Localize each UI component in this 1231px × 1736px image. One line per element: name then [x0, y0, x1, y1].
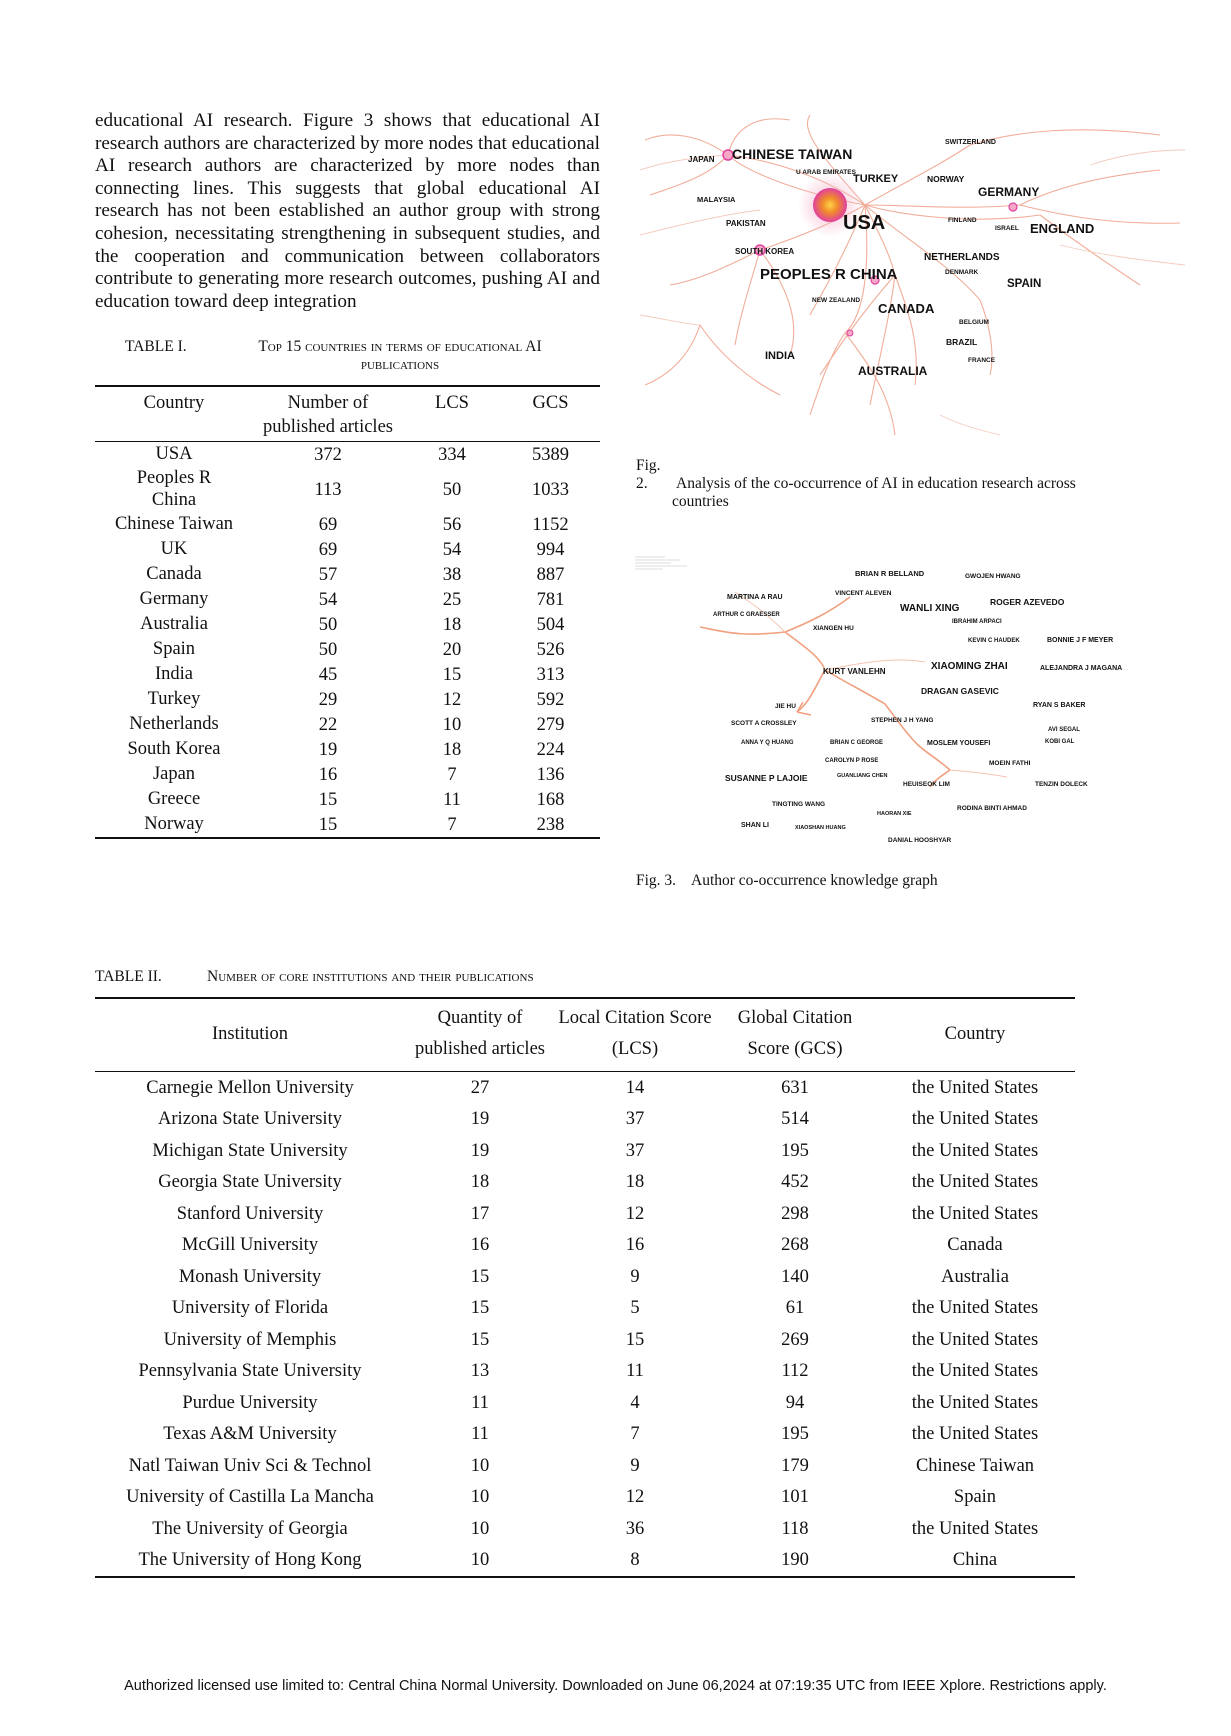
table1-row: [95, 467, 600, 512]
figure2-label-england: ENGLAND: [1030, 221, 1095, 236]
table2-cell: 101: [781, 1487, 809, 1508]
table2-row: [95, 1104, 1075, 1136]
table1-cell: 5389: [532, 444, 569, 465]
table1-cell: Chinese Taiwan: [114, 514, 234, 534]
table2-header-row: [95, 998, 1075, 1072]
figure2-label-norway: NORWAY: [927, 174, 965, 184]
table1-row: [95, 587, 600, 612]
table2-cell: 140: [781, 1266, 809, 1287]
figure3-label-alejandra-j-magana: ALEJANDRA J MAGANA: [1040, 665, 1123, 672]
table2-cell: 268: [781, 1235, 809, 1256]
figure3-label-scott-a-crossley: SCOTT A CROSSLEY: [731, 720, 797, 727]
table2-cell: 14: [625, 1077, 645, 1098]
table2-cell: the United States: [911, 1424, 1039, 1445]
table2-cell: 4: [630, 1392, 640, 1413]
figure3-label-kobi-gal: KOBI GAL: [1045, 739, 1075, 745]
table1-cell: South Korea: [127, 739, 221, 759]
figure3-label-arthur-c-graesser: ARTHUR C GRAESSER: [713, 612, 780, 618]
table2-cell: 269: [781, 1329, 809, 1350]
table1-cell: 18: [442, 614, 462, 635]
table1-row: [95, 512, 600, 537]
table2-cell: 16: [470, 1235, 490, 1256]
figure2-label-australia: AUSTRALIA: [858, 364, 928, 378]
figure3-caption: [636, 872, 1146, 890]
table2-cell: 9: [630, 1455, 640, 1476]
table2-cell: Michigan State University: [152, 1140, 348, 1161]
figure2-label-israel: ISRAEL: [995, 225, 1019, 232]
figure2-caption-line2: countries: [672, 493, 729, 510]
table2-cell: 10: [470, 1455, 490, 1476]
table1-cell: 994: [536, 539, 565, 560]
table2-cell: 15: [470, 1298, 490, 1319]
table1-cell: 15: [318, 814, 338, 835]
table2-cell: 18: [470, 1172, 490, 1193]
figure3-label-moslem-yousefi: MOSLEM YOUSEFI: [927, 740, 991, 747]
table1-cell: 38: [442, 564, 462, 585]
figure3-label-rodina-binti-ahmad: RODINA BINTI AHMAD: [957, 805, 1027, 812]
table1-cell: 238: [536, 814, 565, 835]
table2-cell: 9: [630, 1266, 640, 1287]
table2-row: [95, 1293, 1075, 1325]
table2-cell: the United States: [911, 1361, 1039, 1382]
table2-cell: China: [952, 1550, 998, 1571]
table1-row: [95, 612, 600, 637]
table1-cell: 50: [318, 614, 338, 635]
table1-cell: 11: [443, 789, 461, 810]
figure3-label-kevin-c-haudek: KEVIN C HAUDEK: [968, 638, 1020, 644]
table2-cell: The University of Hong Kong: [138, 1550, 362, 1571]
table1-cell: 56: [442, 514, 462, 535]
table2-cell: Chinese Taiwan: [915, 1455, 1035, 1476]
table2-cell: 15: [470, 1266, 490, 1287]
figure3-label-stephen-j-h-yang: STEPHEN J H YANG: [871, 717, 934, 724]
table1-cell: 50: [442, 479, 462, 500]
table1-cell: 57: [318, 564, 338, 585]
table1-cell: 1033: [532, 479, 569, 500]
table2-cell: 452: [781, 1172, 809, 1193]
table1-header-row: [95, 386, 600, 442]
figure3-label-kurt-vanlehn: KURT VANLEHN: [823, 667, 886, 676]
table1-cell: 372: [314, 444, 342, 465]
table1-cell: 18: [442, 739, 462, 760]
figure2-england-node: [1009, 203, 1017, 211]
table2-cell: 16: [625, 1235, 645, 1256]
table1-row: [95, 537, 600, 562]
table1-cell: Norway: [144, 814, 204, 834]
figure3-caption-text: Author co-occurrence knowledge graph: [691, 872, 938, 889]
table2-cell: 36: [625, 1518, 645, 1539]
figure2-label-south-korea: SOUTH KOREA: [735, 247, 795, 256]
table1-header-articles: Number of published articles: [263, 393, 393, 437]
table2-row: [95, 1324, 1075, 1356]
table2-cell: 15: [470, 1329, 490, 1350]
table1-cell: Australia: [140, 614, 208, 634]
table2-cell: 19: [470, 1140, 490, 1161]
figure3-label-xiaoshan-huang: XIAOSHAN HUANG: [795, 825, 846, 831]
table2-row: [95, 1230, 1075, 1262]
figure3-label-roger-azevedo: ROGER AZEVEDO: [990, 597, 1065, 607]
table1-cell: [95, 467, 253, 512]
table2-cell: 195: [781, 1424, 809, 1445]
figure3-label-vincent-aleven: VINCENT ALEVEN: [835, 590, 892, 597]
table2-cell: 11: [471, 1392, 489, 1413]
figure2-country-network: [640, 115, 1190, 445]
figure3-label-carolyn-p-rose: CAROLYN P ROSE: [825, 758, 879, 764]
table1: [95, 385, 600, 839]
table2-cell: the United States: [911, 1392, 1039, 1413]
table2-row: [95, 1135, 1075, 1167]
table2-cell: 13: [470, 1361, 490, 1382]
table2-cell: 298: [781, 1203, 809, 1224]
table2-cell: the United States: [911, 1140, 1039, 1161]
table1-cell: 54: [318, 589, 338, 610]
table2-row: [95, 1261, 1075, 1293]
figure2-label-brazil: BRAZIL: [946, 337, 978, 347]
table1-row: [95, 637, 600, 662]
figure3-label-haoran-xie: HAORAN XIE: [877, 811, 912, 817]
table2-cell: the United States: [911, 1172, 1039, 1193]
table2-cell: 112: [781, 1361, 809, 1382]
license-footer: Authorized licensed use limited to: Central China Normal University. Downloaded on June 06,2024 at 07:19:35 UTC from IEEE Xplore. Restrictions apply.: [124, 1678, 1107, 1694]
table1-cell: 168: [536, 789, 565, 810]
figure3-label-bonnie-j-f-meyer: BONNIE J F MEYER: [1047, 637, 1114, 644]
figure2-label-chinese-taiwan: CHINESE TAIWAN: [732, 146, 853, 162]
figure3-label-moein-fathi: MOEIN FATHI: [989, 760, 1031, 767]
table2-cell: Monash University: [178, 1266, 322, 1287]
table2-cell: Carnegie Mellon University: [146, 1077, 354, 1098]
table2-cell: 19: [470, 1109, 490, 1130]
table2-cell: Texas A&M University: [163, 1424, 337, 1445]
table2-cell: 12: [625, 1203, 645, 1224]
table1-cell: Spain: [152, 639, 196, 659]
table2-cell: 8: [630, 1550, 640, 1571]
table2-cell: University of Florida: [171, 1298, 329, 1319]
table1-cell: 1152: [532, 514, 569, 535]
table1-row: [95, 737, 600, 762]
table1-cell: 69: [318, 514, 338, 535]
table1-row: [95, 687, 600, 712]
table1-cell: 25: [442, 589, 462, 610]
table2-cell: the United States: [911, 1329, 1039, 1350]
table2-header-lcs: Local Citation Score (LCS): [558, 1008, 712, 1059]
table2-cell: 10: [470, 1550, 490, 1571]
table1-cell: 69: [318, 539, 338, 560]
table1-cell: Canada: [146, 564, 202, 584]
figure3-label-guanliang-chen: GUANLIANG CHEN: [837, 773, 888, 779]
figure2-label-pakistan: PAKISTAN: [726, 219, 766, 228]
table2-cell: Purdue University: [182, 1392, 318, 1413]
table2-header-gcs: Global Citation Score (GCS): [737, 1008, 853, 1059]
table2-body: [95, 1072, 1075, 1578]
table1-row: [95, 442, 600, 468]
table2-cell: 17: [470, 1203, 490, 1224]
table2: [95, 997, 1075, 1578]
table2-cell: 37: [625, 1140, 645, 1161]
table1-body: [95, 442, 600, 839]
table2-cell: the United States: [911, 1518, 1039, 1539]
table2-cell: the United States: [911, 1203, 1039, 1224]
figure3-legend-mark: [635, 557, 687, 569]
figure3-label-xiaoming-zhai: XIAOMING ZHAI: [931, 661, 1008, 672]
figure3-label-danial-hooshyar: DANIAL HOOSHYAR: [888, 837, 952, 844]
body-paragraph: educational AI research. Figure 3 shows that educational AI research authors are characterized by more nodes that educational AI research authors are characterized by more nodes than connecting lines. This suggests that global educational AI research has not been established an author group with strong cohesion, necessitating strengthening in subsequent studies, and the cooperation and communication between collaborators contribute to generating more research outcomes, pushing AI and education toward deep integration: [95, 110, 601, 312]
figure2-label-france: FRANCE: [968, 357, 996, 364]
table2-cell: Pennsylvania State University: [138, 1361, 362, 1382]
figure2-label-denmark: DENMARK: [945, 269, 979, 276]
table2-cell: 61: [785, 1298, 805, 1319]
table2-cell: Natl Taiwan Univ Sci & Technol: [128, 1455, 372, 1476]
figure2-label-finland: FINLAND: [948, 217, 977, 224]
table1-cell: 19: [318, 739, 338, 760]
figure2-edges: [645, 115, 1180, 435]
figure2-label-uae: U ARAB EMIRATES: [796, 169, 856, 176]
table2-cell: 37: [625, 1109, 645, 1130]
figure3-label-xiangen-hu: XIANGEN HU: [813, 625, 854, 632]
table1-cell: 15: [318, 789, 338, 810]
table2-cell: 190: [781, 1550, 809, 1571]
table1-cell: 12: [442, 689, 462, 710]
table1-cell: 22: [318, 714, 338, 735]
figure3-label-dragan-gasevic: DRAGAN GASEVIC: [921, 686, 999, 696]
table1-cell: USA: [155, 444, 193, 464]
table1-cell: 313: [536, 664, 565, 685]
table1-label: TABLE I.: [125, 338, 187, 355]
table2-row: [95, 1356, 1075, 1388]
table1-cell: 7: [447, 764, 457, 785]
table1-cell: 224: [536, 739, 565, 760]
figure3-label-shan-li: SHAN LI: [741, 822, 769, 829]
table1-cell: 45: [318, 664, 338, 685]
figure2-label-peoples-r-china: PEOPLES R CHINA: [760, 266, 898, 283]
figure3-label-tenzin-doleck: TENZIN DOLECK: [1035, 781, 1088, 788]
figure2-label-switzerland: SWITZERLAND: [945, 139, 996, 146]
table1-cell: 54: [442, 539, 462, 560]
table2-cell: Spain: [953, 1487, 997, 1508]
table2-header-institution: Institution: [211, 1023, 289, 1044]
figure3-label-ryan-s-baker: RYAN S BAKER: [1033, 702, 1086, 709]
table2-title: Number of core institutions and their publications: [207, 968, 534, 985]
figure3-caption-num: Fig. 3.: [636, 872, 677, 889]
table1-cell: 29: [318, 689, 338, 710]
table2-cell: 10: [470, 1518, 490, 1539]
figure2-label-germany: GERMANY: [978, 185, 1040, 199]
figure3-label-anna-y-q-huang: ANNA Y Q HUANG: [741, 740, 794, 746]
table1-cell: Germany: [139, 589, 209, 609]
table2-cell: 12: [625, 1487, 645, 1508]
figure2-label-spain: SPAIN: [1007, 278, 1042, 290]
table2-row: [95, 1419, 1075, 1451]
table2-cell: The University of Georgia: [152, 1518, 348, 1539]
table1-cell: 279: [536, 714, 565, 735]
table2-cell: McGill University: [181, 1235, 319, 1256]
figure3-label-wanli-xing: WANLI XING: [900, 603, 960, 614]
table2-header-articles: Quantity of published articles: [415, 1008, 545, 1059]
figure3-label-heuiseok-lim: HEUISEOK LIM: [903, 781, 950, 788]
table2-cell: 5: [630, 1298, 640, 1319]
table2-cell: 94: [785, 1392, 805, 1413]
figure2-label-canada: CANADA: [878, 301, 935, 316]
figure2-australia-node: [847, 330, 853, 336]
table2-cell: 195: [781, 1140, 809, 1161]
table1-cell: 10: [442, 714, 462, 735]
table2-cell: 179: [781, 1455, 809, 1476]
table2-cell: 11: [626, 1361, 644, 1382]
table2-row: [95, 1072, 1075, 1104]
table1-cell: 781: [536, 589, 565, 610]
table2-cell: the United States: [911, 1077, 1039, 1098]
figure3-author-network: [635, 552, 1135, 847]
figure3-label-avi-segal: AVI SEGAL: [1048, 727, 1080, 733]
figure2-label-new-zealand: NEW ZEALAND: [812, 297, 861, 304]
table2-row: [95, 1167, 1075, 1199]
figure2-label-usa: USA: [843, 212, 886, 234]
table1-header-country: Country: [143, 393, 205, 413]
table2-cell: 27: [470, 1077, 490, 1098]
table1-cell: Greece: [147, 789, 201, 809]
table1-row: [95, 787, 600, 812]
table2-cell: 7: [630, 1424, 640, 1445]
table2-cell: University of Memphis: [163, 1329, 337, 1350]
table2-cell: Stanford University: [176, 1203, 324, 1224]
figure3-label-martina-a-rau: MARTINA A RAU: [727, 594, 783, 601]
table1-row: [95, 812, 600, 838]
table2-cell: Georgia State University: [158, 1172, 342, 1193]
figure2-label-malaysia: MALAYSIA: [697, 195, 736, 204]
figure3-label-ibrahim-arpaci: IBRAHIM ARPACI: [952, 619, 1002, 625]
table2-cell: 118: [781, 1518, 809, 1539]
table1-cell: India: [154, 664, 193, 684]
table2-cell: Canada: [947, 1235, 1003, 1256]
table1-row: [95, 712, 600, 737]
figure2-caption: [636, 457, 1146, 511]
table1-cell: Netherlands: [129, 714, 219, 734]
table1-row: [95, 762, 600, 787]
table1-cell: 15: [442, 664, 462, 685]
table2-row: [95, 1450, 1075, 1482]
table1-title: Top 15 countries in terms of educational AI publications: [258, 338, 542, 373]
table2-header-country: Country: [944, 1023, 1006, 1044]
figure3-label-susanne-p-lajoie: SUSANNE P LAJOIE: [725, 773, 808, 783]
table2-cell: the United States: [911, 1298, 1039, 1319]
figure3-label-jie-hu: JIE HU: [775, 703, 796, 710]
table2-row: [95, 1198, 1075, 1230]
table1-cell: 526: [536, 639, 565, 660]
table2-cell: 10: [470, 1487, 490, 1508]
table1-cell: 7: [447, 814, 457, 835]
table1-cell: Japan: [152, 764, 196, 784]
figure2-label-india: INDIA: [765, 350, 795, 362]
table2-cell: Australia: [941, 1266, 1009, 1287]
table2-cell: 514: [781, 1109, 809, 1130]
table1-cell: 20: [442, 639, 462, 660]
figure2-caption-line1: Analysis of the co-occurrence of AI in education research across: [676, 475, 1076, 492]
figure2-label-belgium: BELGIUM: [959, 319, 989, 326]
table2-label: TABLE II.: [95, 968, 162, 985]
table1-cell: Turkey: [147, 689, 201, 709]
table1-header-lcs: LCS: [435, 393, 469, 413]
table1-header-gcs: GCS: [532, 393, 569, 413]
figure2-edges-light: [640, 150, 1185, 435]
table1-cell: 136: [536, 764, 565, 785]
table2-row: [95, 1545, 1075, 1578]
table2-cell: Arizona State University: [158, 1109, 342, 1130]
table2-cell: University of Castilla La Mancha: [126, 1487, 374, 1508]
table1-cell: 504: [536, 614, 565, 635]
table1-cell: 592: [536, 689, 565, 710]
table1-cell: UK: [160, 539, 188, 559]
table1-row: [95, 662, 600, 687]
table2-row: [95, 1513, 1075, 1545]
table1-cell: 113: [314, 479, 342, 500]
table1-row: [95, 562, 600, 587]
table2-row: [95, 1482, 1075, 1514]
figure2-label-japan: JAPAN: [688, 155, 715, 164]
figure3-label-brian-c-george: BRIAN C GEORGE: [830, 740, 884, 746]
table2-cell: 631: [781, 1077, 809, 1098]
table2-row: [95, 1387, 1075, 1419]
figure3-label-tingting-wang: TINGTING WANG: [772, 801, 826, 808]
figure2-label-netherlands: NETHERLANDS: [924, 252, 1000, 263]
figure2-usa-node: [813, 188, 847, 222]
table1-cell: 887: [536, 564, 565, 585]
table2-cell: the United States: [911, 1109, 1039, 1130]
table2-cell: 18: [625, 1172, 645, 1193]
table1-cell: 16: [318, 764, 338, 785]
table1-cell: 50: [318, 639, 338, 660]
figure2-caption-num: Fig. 2.: [636, 457, 661, 492]
table1-cell-text: Peoples R China: [136, 468, 212, 510]
table1-cell: 334: [438, 444, 466, 465]
figure2-label-turkey: TURKEY: [853, 173, 899, 185]
figure3-label-gwojen-hwang: GWOJEN HWANG: [965, 573, 1021, 580]
table2-cell: 11: [471, 1424, 489, 1445]
table2-cell: 15: [625, 1329, 645, 1350]
figure3-label-brian-r-belland: BRIAN R BELLAND: [855, 569, 925, 578]
